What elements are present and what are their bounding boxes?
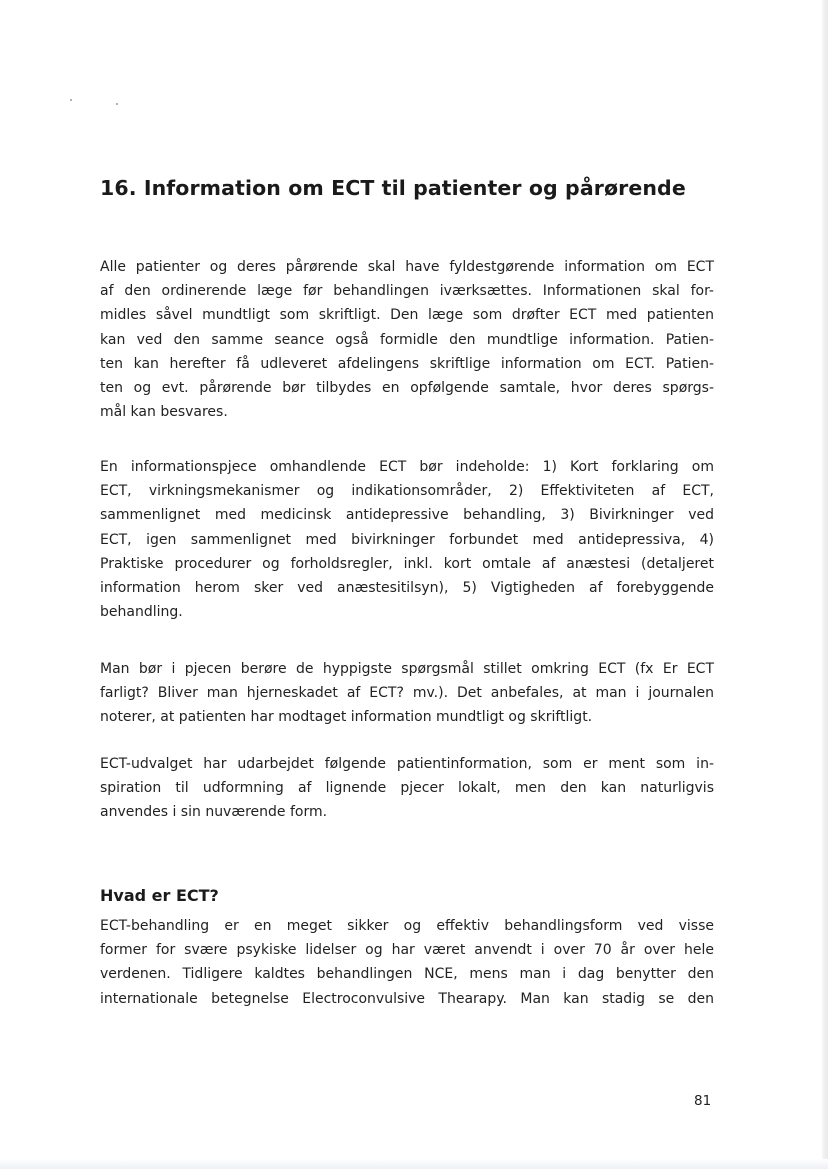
scan-speck [116,103,118,105]
text-line: noterer, at patienten har modtaget information mundtligt og skriftligt. [100,709,593,726]
text-line: farligt? Bliver man hjerneskadet af ECT? mv.). Det anbefales, at man i journalen [100,685,714,702]
subsection-title: Hvad er ECT? [100,886,219,905]
text-line: verdenen. Tidligere kaldtes behandlingen NCE, mens man i dag benytter den [100,966,714,983]
paragraph-ect-committee [100,752,714,825]
text-line: Praktiske procedurer og forholdsregler, inkl. kort omtale af anæstesi (detaljeret [100,555,714,572]
text-line: behandling. [100,604,183,621]
text-line: ten kan herefter få udleveret afdelingens skriftlige information om ECT. Patien- [100,355,714,372]
text-line: Alle patienter og deres pårørende skal have fyldestgørende information om ECT [100,259,714,275]
text-line: ECT, igen sammenlignet med bivirkninger forbundet med antidepressiva, 4) [100,531,714,548]
scan-edge-shadow [822,0,828,1169]
text-line: information herom sker ved anæstesitilsyn), 5) Vigtigheden af forebyggende [100,580,714,597]
text-line: ECT, virkningsmekanismer og indikationsområder, 2) Effektiviteten af ECT, [100,483,714,500]
scan-bottom-shadow [0,1159,828,1169]
text-line: kan ved den samme seance også formidle den mundtlige information. Patien- [100,331,714,348]
text-line: spiration til udformning af lignende pjecer lokalt, men den kan naturligvis [100,780,714,797]
text-line: midles såvel mundtligt som skriftligt. Den læge som drøfter ECT med patienten [100,307,714,324]
scan-speck [70,99,72,101]
text-line: former for svære psykiske lidelser og har været anvendt i over 70 år over hele [100,942,714,959]
paragraph-pamphlet-contents [100,455,714,624]
paragraph-what-is-ect [100,914,714,1011]
text-line: sammenlignet med medicinsk antidepressive behandling, 3) Bivirkninger ved [100,507,714,524]
text-line: ten og evt. pårørende bør tilbydes en opfølgende samtale, hvor deres spørgs- [100,380,714,397]
section-title: 16. Information om ECT til patienter og pårørende [100,176,686,200]
page-number: 81 [694,1093,712,1109]
text-line: mål kan besvares. [100,404,228,421]
text-line: ECT-udvalget har udarbejdet følgende patientinformation, som er ment som in- [100,756,714,772]
text-line: anvendes i sin nuværende form. [100,804,328,821]
paragraph-common-questions [100,657,714,730]
paragraph-information-requirements [100,255,714,424]
text-line: ECT-behandling er en meget sikker og effektiv behandlingsform ved visse [100,918,714,934]
text-line: af den ordinerende læge før behandlingen iværksættes. Informationen skal for- [100,283,714,300]
text-line: Man bør i pjecen berøre de hyppigste spørgsmål stillet omkring ECT (fx Er ECT [100,661,714,677]
text-line: internationale betegnelse Electroconvulsive Thearapy. Man kan stadig se den [100,990,714,1007]
text-line: En informationspjece omhandlende ECT bør indeholde: 1) Kort forklaring om [100,459,714,475]
